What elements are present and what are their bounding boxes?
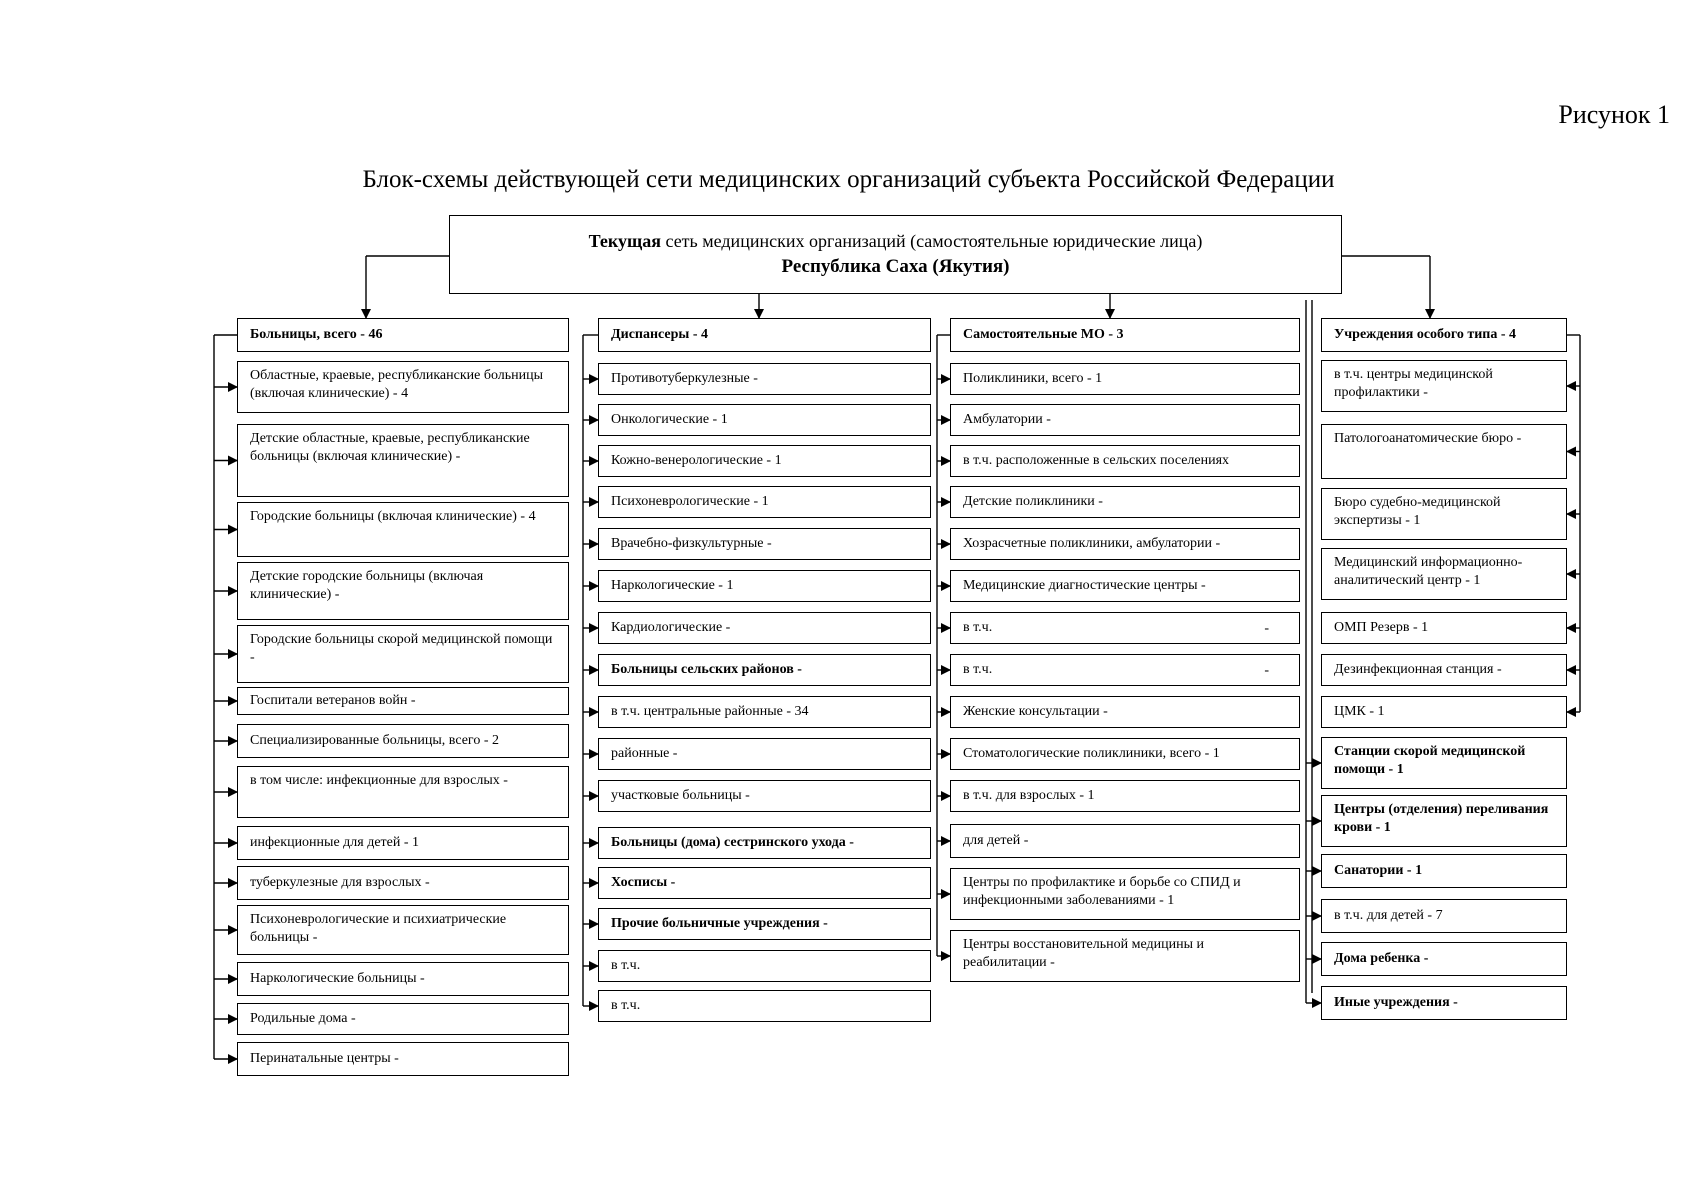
item-text: Поликлиники, всего - 1 [963,371,1103,386]
item-text: Наркологические больницы - [250,971,425,986]
item-box [950,930,1300,982]
item-box [1321,424,1567,479]
item-text: Медицинский информационно-аналитический центр - 1 [1334,555,1523,588]
item-box [950,404,1300,436]
item-box [1321,795,1567,847]
item-right-dash: - [1264,621,1269,636]
item-text: Бюро судебно-медицинской экспертизы - 1 [1334,495,1501,528]
item-box [237,962,569,996]
item-box [598,908,931,940]
item-box [950,780,1300,812]
item-text: Дома ребенка - [1334,951,1429,966]
item-text: в т.ч. [963,620,993,635]
item-text: Женские консультации - [963,704,1108,719]
item-text: в т.ч. центральные районные - 34 [611,704,809,719]
item-text: Городские больницы скорой медицинской помощи - [250,632,553,665]
item-text: Прочие больничные учреждения - [611,916,828,931]
item-text: в т.ч. [963,662,993,677]
item-text: инфекционные для детей - 1 [250,835,420,850]
item-box [598,528,931,560]
item-box [598,990,931,1022]
item-box [598,950,931,982]
item-text: Детские поликлиники - [963,494,1103,509]
item-box [237,424,569,497]
item-box [598,570,931,602]
item-text: Больницы (дома) сестринского ухода - [611,835,854,850]
item-text: Противотуберкулезные - [611,371,758,386]
item-box [1321,360,1567,412]
root-line1-rest: сеть медицинских организаций (самостоятельные юридические лица) [660,231,1203,251]
item-text: Кожно-венерологические - 1 [611,453,782,468]
item-box [598,404,931,436]
item-box [598,486,931,518]
item-box [1321,612,1567,644]
item-text: Хозрасчетные поликлиники, амбулатории - [963,536,1221,551]
item-text: Центры по профилактике и борьбе со СПИД и инфекционными заболеваниями - 1 [963,875,1241,908]
item-text: Иные учреждения - [1334,995,1458,1010]
item-text: Медицинские диагностические центры - [963,578,1206,593]
item-text: Центры (отделения) переливания крови - 1 [1334,802,1549,835]
item-text: Специализированные больницы, всего - 2 [250,733,499,748]
item-box [237,625,569,683]
column-header: Больницы, всего - 46 [237,318,569,352]
item-box [1321,654,1567,686]
figure-label: Рисунок 1 [1558,100,1670,129]
item-text: Стоматологические поликлиники, всего - 1 [963,746,1220,761]
item-box [598,780,931,812]
root-box [449,215,1342,294]
item-text: Психоневрологические - 1 [611,494,769,509]
item-text: в том числе: инфекционные для взрослых - [250,773,508,788]
page-title: Блок-схемы действующей сети медицинских организаций субъекта Российской Федерации [362,166,1335,193]
item-text: Детские областные, краевые, республиканские больницы (включая клинические) - [250,431,530,464]
item-text: Станции скорой медицинской помощи - 1 [1334,744,1526,777]
item-text: в т.ч. центры медицинской профилактики - [1334,367,1493,400]
column-header: Учреждения особого типа - 4 [1321,318,1567,352]
item-box [950,570,1300,602]
item-box [598,445,931,477]
item-box [598,696,931,728]
item-box [237,361,569,413]
item-box [237,1003,569,1035]
item-box [950,612,1300,644]
item-text: Городские больницы (включая клинические) - 4 [250,509,536,524]
item-box [598,827,931,859]
item-right-dash: - [1264,663,1269,678]
item-box [237,562,569,620]
item-text: ЦМК - 1 [1334,704,1385,719]
item-box [950,824,1300,858]
item-box [950,363,1300,395]
item-text: Госпитали ветеранов войн - [250,693,416,708]
item-box [950,445,1300,477]
item-box [1321,737,1567,789]
item-box [950,696,1300,728]
item-text: в т.ч. расположенные в сельских поселениях [963,453,1230,468]
item-box [950,738,1300,770]
item-box [237,687,569,715]
item-text: Родильные дома - [250,1011,356,1026]
item-box [237,866,569,900]
item-text: Детские городские больницы (включая клинические) - [250,569,484,602]
item-box [598,363,931,395]
root-line1-bold: Текущая [588,231,661,251]
item-text: Перинатальные центры - [250,1051,399,1066]
item-text: Психоневрологические и психиатрические больницы - [250,912,507,945]
item-text: в т.ч. [611,958,641,973]
item-box [598,612,931,644]
item-box [1321,986,1567,1020]
item-text: Амбулатории - [963,412,1051,427]
item-box [950,868,1300,920]
item-text: в т.ч. [611,998,641,1013]
item-box [950,654,1300,686]
item-text: Онкологические - 1 [611,412,728,427]
item-text: Наркологические - 1 [611,578,734,593]
item-box [237,766,569,818]
item-box [1321,548,1567,600]
item-text: в т.ч. для взрослых - 1 [963,788,1095,803]
column-header: Диспансеры - 4 [598,318,931,352]
item-box [237,905,569,955]
item-box [598,654,931,686]
item-box [1321,488,1567,540]
item-box [598,738,931,770]
item-text: Санатории - 1 [1334,863,1423,878]
item-box [598,867,931,899]
item-box [950,528,1300,560]
item-box [237,1042,569,1076]
item-box [1321,899,1567,933]
item-text: районные - [611,746,678,761]
item-text: Больницы сельских районов - [611,662,802,677]
item-text: ОМП Резерв - 1 [1334,620,1429,635]
item-text: Центры восстановительной медицины и реабилитации - [963,937,1204,970]
item-text: Кардиологические - [611,620,731,635]
item-text: для детей - [963,833,1029,848]
item-box [237,826,569,860]
item-box [237,502,569,557]
item-text: Областные, краевые, республиканские больницы (включая клинические) - 4 [250,368,544,401]
item-box [1321,696,1567,728]
item-box [1321,942,1567,976]
item-text: Патологоанатомические бюро - [1334,431,1522,446]
column-header: Самостоятельные МО - 3 [950,318,1300,352]
item-text: Хосписы - [611,875,676,890]
item-text: участковые больницы - [611,788,750,803]
item-text: в т.ч. для детей - 7 [1334,908,1443,923]
item-box [237,724,569,758]
item-text: туберкулезные для взрослых - [250,875,430,890]
item-text: Врачебно-физкультурные - [611,536,772,551]
item-box [950,486,1300,518]
root-line2: Республика Саха (Якутия) [781,256,1010,277]
item-text: Дезинфекционная станция - [1334,662,1502,677]
item-box [1321,854,1567,888]
